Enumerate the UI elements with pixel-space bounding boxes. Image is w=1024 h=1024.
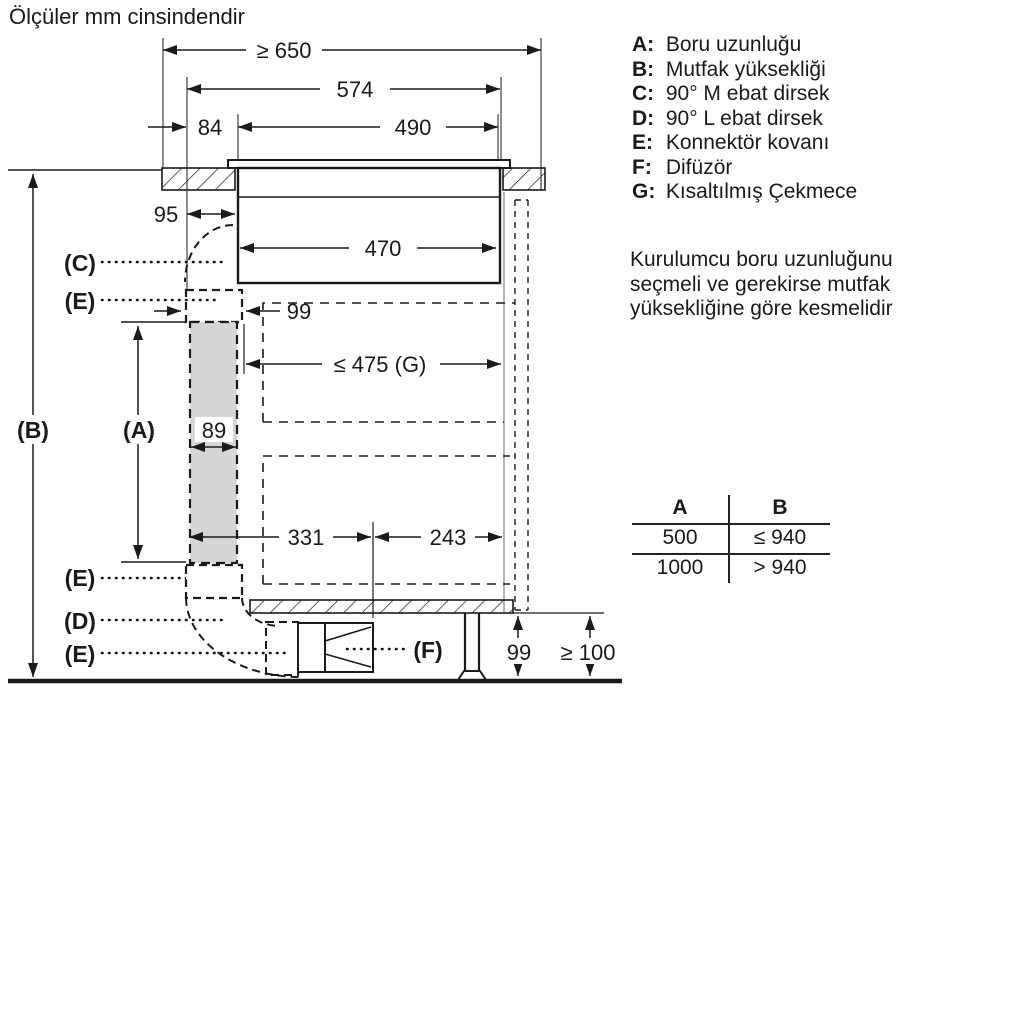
table-row: [632, 523, 830, 553]
legend-key-f: F:: [632, 155, 652, 179]
duct-right: [504, 192, 528, 612]
legend-label-b: Mutfak yüksekliği: [665, 57, 826, 81]
base-hatch-strip: [250, 600, 513, 613]
dim-95-text: 95: [153, 202, 179, 227]
diffuser-f: [298, 623, 443, 672]
part-label-c: [64, 250, 224, 276]
label-c: (C): [64, 250, 96, 276]
label-d: (D): [64, 608, 96, 634]
dimension-b: [11, 174, 55, 677]
label-e-bottom: (E): [64, 641, 96, 667]
label-a: (A): [123, 417, 155, 443]
legend-label-g: Kısaltılmış Çekmece: [665, 180, 858, 203]
legend-item-e: [632, 131, 857, 156]
legend-label-a: Boru uzunluğu: [665, 33, 802, 56]
part-label-e-bottom: [65, 641, 286, 667]
table-cell-a1: 500: [632, 525, 730, 553]
connector-e-top: [154, 290, 242, 322]
legend-item-g: [632, 180, 857, 205]
drawer-lower-box: [263, 456, 510, 584]
legend-key-g: G:: [632, 180, 656, 203]
legend-item-d: [632, 107, 857, 132]
dimension-84-490: [148, 113, 498, 161]
table-header-a: A: [632, 495, 730, 523]
legend-item-c: [632, 82, 857, 107]
table-cell-b2: > 940: [753, 556, 807, 579]
legend-label-d: 90° L ebat dirsek: [665, 106, 823, 130]
table-header-row: [632, 495, 830, 523]
installation-drawing: [0, 0, 640, 700]
note-line-2: seçmeli ve gerekirse mutfak: [630, 272, 891, 296]
pipe-height-table: [632, 495, 830, 583]
legend-label-f: Difüzör: [665, 155, 733, 179]
legend-item-a: [632, 33, 857, 58]
note-line-3: yüksekliğine göre kesmelidir: [630, 297, 893, 320]
hob-plenum-box: [238, 168, 500, 283]
page-title: Ölçüler mm cinsindendir: [9, 4, 245, 29]
table-row: [632, 553, 830, 583]
legend-label-e: Konnektör kovanı: [665, 131, 830, 154]
dim-100-text: ≥ 100: [560, 640, 616, 665]
legend-item-f: [632, 156, 857, 181]
note-line-1: Kurulumcu boru uzunluğunu: [630, 248, 893, 271]
legend-key-d: D:: [632, 106, 655, 130]
elbow-c-outline: [185, 225, 233, 282]
dim-331-text: 331: [287, 525, 325, 550]
legend-key-b: B:: [632, 57, 655, 81]
legend: [632, 33, 857, 205]
installer-note: [630, 248, 893, 322]
dim-243-text: 243: [429, 525, 467, 550]
legend-key-e: E:: [632, 131, 653, 154]
dim-490-text: 490: [394, 115, 432, 140]
part-label-d: [64, 608, 222, 634]
connector-e-bottom: [186, 565, 242, 598]
dimension-475g: [244, 324, 501, 377]
table-header-b: B: [772, 496, 788, 519]
dimension-a: [117, 322, 186, 562]
dimension-clearance-100: [552, 616, 624, 676]
table-cell-b1: ≤ 940: [753, 526, 807, 549]
dim-99-top-text: 99: [286, 299, 312, 324]
table-cell-a2: 1000: [632, 555, 730, 583]
label-f: (F): [413, 637, 443, 663]
dimension-95: [154, 202, 235, 227]
dim-470-text: 470: [364, 236, 402, 261]
dim-650-text: ≥ 650: [256, 38, 312, 63]
legend-item-b: [632, 58, 857, 83]
leg-foot: [458, 671, 486, 680]
legend-label-c: 90° M ebat dirsek: [665, 82, 830, 105]
legend-key-c: C:: [632, 82, 655, 105]
dim-84-text: 84: [197, 115, 223, 140]
legend-key-a: A:: [632, 33, 655, 56]
label-e-mid: (E): [64, 565, 96, 591]
dim-99-bottom-text: 99: [506, 640, 532, 665]
dim-475g-text: ≤ 475 (G): [333, 352, 427, 377]
label-b: (B): [17, 417, 49, 443]
label-e-top: (E): [64, 288, 96, 314]
counter-hatch-left: [162, 168, 235, 190]
dim-574-text: 574: [336, 77, 374, 102]
dim-89-text: 89: [201, 418, 227, 443]
counter-hatch-right: [503, 168, 545, 190]
hob-body: [228, 160, 510, 283]
